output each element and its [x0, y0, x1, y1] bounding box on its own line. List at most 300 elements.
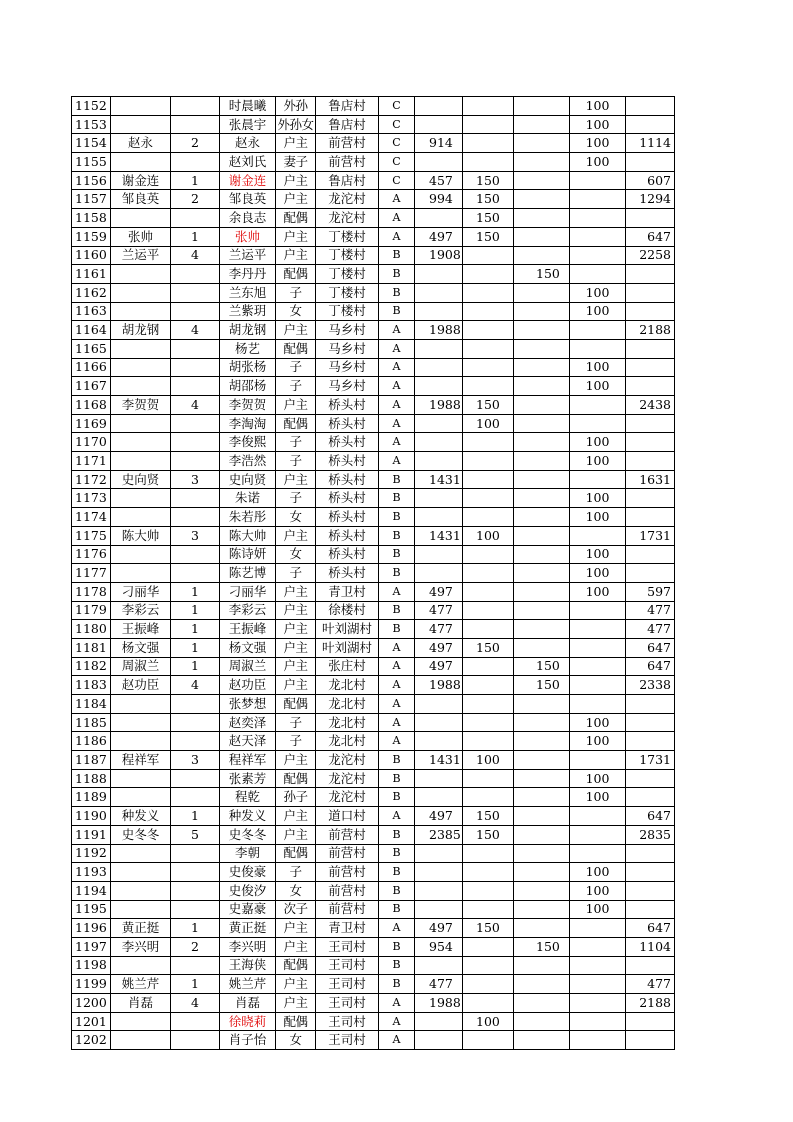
village-cell: 龙沱村	[316, 209, 379, 228]
village-cell: 王司村	[316, 994, 379, 1013]
amount-a-cell	[415, 452, 463, 471]
relation-cell: 户主	[276, 676, 316, 695]
member-count-cell: 1	[171, 601, 220, 620]
relation-cell: 女	[276, 881, 316, 900]
total-cell	[626, 788, 675, 807]
row-number-cell: 1202	[72, 1031, 111, 1050]
member-name-cell: 肖子怡	[220, 1031, 276, 1050]
amount-c-cell: 150	[514, 937, 570, 956]
member-name-cell: 陈艺博	[220, 564, 276, 583]
member-count-cell	[171, 115, 220, 134]
relation-cell: 户主	[276, 975, 316, 994]
table-row	[72, 564, 675, 583]
amount-d-cell	[570, 396, 626, 415]
relation-cell: 孙子	[276, 788, 316, 807]
household-head-cell	[111, 900, 171, 919]
member-name-cell: 肖磊	[220, 994, 276, 1013]
member-count-cell	[171, 339, 220, 358]
member-count-cell	[171, 713, 220, 732]
household-head-cell: 赵永	[111, 134, 171, 153]
member-name-cell: 兰紫玥	[220, 302, 276, 321]
amount-d-cell: 100	[570, 433, 626, 452]
row-number-cell: 1158	[72, 209, 111, 228]
household-head-cell	[111, 1031, 171, 1050]
row-number-cell: 1172	[72, 470, 111, 489]
total-cell: 1294	[626, 190, 675, 209]
relation-cell: 户主	[276, 620, 316, 639]
row-number-cell: 1154	[72, 134, 111, 153]
row-number-cell: 1152	[72, 97, 111, 116]
amount-b-cell	[463, 302, 514, 321]
household-head-cell	[111, 489, 171, 508]
grade-cell: B	[379, 246, 415, 265]
village-cell: 青卫村	[316, 919, 379, 938]
member-count-cell	[171, 564, 220, 583]
member-count-cell: 2	[171, 937, 220, 956]
village-cell: 王司村	[316, 1031, 379, 1050]
total-cell: 1631	[626, 470, 675, 489]
grade-cell: B	[379, 881, 415, 900]
row-number-cell: 1189	[72, 788, 111, 807]
amount-d-cell	[570, 227, 626, 246]
village-cell: 王司村	[316, 937, 379, 956]
member-name-cell: 胡龙钢	[220, 321, 276, 340]
member-name-cell: 兰东旭	[220, 283, 276, 302]
amount-d-cell: 100	[570, 863, 626, 882]
table-row	[72, 751, 675, 770]
row-number-cell: 1169	[72, 414, 111, 433]
member-count-cell	[171, 97, 220, 116]
amount-d-cell: 100	[570, 788, 626, 807]
grade-cell: B	[379, 937, 415, 956]
household-head-cell: 兰运平	[111, 246, 171, 265]
member-name-cell: 李朝	[220, 844, 276, 863]
row-number-cell: 1177	[72, 564, 111, 583]
row-number-cell: 1171	[72, 452, 111, 471]
table-row	[72, 227, 675, 246]
row-number-cell: 1194	[72, 881, 111, 900]
total-cell	[626, 283, 675, 302]
table-row	[72, 358, 675, 377]
grade-cell: A	[379, 209, 415, 228]
total-cell	[626, 881, 675, 900]
member-count-cell	[171, 956, 220, 975]
total-cell: 1731	[626, 526, 675, 545]
household-head-cell: 李彩云	[111, 601, 171, 620]
amount-b-cell	[463, 975, 514, 994]
amount-a-cell: 497	[415, 807, 463, 826]
household-head-cell	[111, 1012, 171, 1031]
table-row	[72, 788, 675, 807]
relation-cell: 户主	[276, 582, 316, 601]
total-cell: 477	[626, 601, 675, 620]
amount-d-cell: 100	[570, 153, 626, 172]
table-row	[72, 171, 675, 190]
amount-b-cell	[463, 676, 514, 695]
amount-a-cell: 1988	[415, 994, 463, 1013]
grade-cell: A	[379, 807, 415, 826]
relation-cell: 子	[276, 713, 316, 732]
amount-a-cell: 994	[415, 190, 463, 209]
member-name-cell: 史向贤	[220, 470, 276, 489]
row-number-cell: 1185	[72, 713, 111, 732]
household-head-cell: 邹良英	[111, 190, 171, 209]
amount-c-cell	[514, 1031, 570, 1050]
row-number-cell: 1162	[72, 283, 111, 302]
total-cell	[626, 508, 675, 527]
relation-cell: 外孙女	[276, 115, 316, 134]
total-cell	[626, 1031, 675, 1050]
amount-a-cell	[415, 863, 463, 882]
total-cell	[626, 545, 675, 564]
total-cell	[626, 414, 675, 433]
amount-d-cell	[570, 994, 626, 1013]
member-name-cell: 时晨曦	[220, 97, 276, 116]
amount-c-cell	[514, 209, 570, 228]
total-cell	[626, 265, 675, 284]
total-cell: 647	[626, 807, 675, 826]
member-count-cell	[171, 545, 220, 564]
amount-d-cell	[570, 1012, 626, 1031]
village-cell: 龙沱村	[316, 751, 379, 770]
grade-cell: B	[379, 283, 415, 302]
amount-c-cell	[514, 470, 570, 489]
amount-b-cell	[463, 452, 514, 471]
village-cell: 丁楼村	[316, 302, 379, 321]
row-number-cell: 1182	[72, 657, 111, 676]
amount-b-cell: 100	[463, 414, 514, 433]
total-cell: 647	[626, 919, 675, 938]
village-cell: 王司村	[316, 1012, 379, 1031]
row-number-cell: 1187	[72, 751, 111, 770]
member-name-cell: 赵奕泽	[220, 713, 276, 732]
member-count-cell: 1	[171, 807, 220, 826]
amount-c-cell	[514, 377, 570, 396]
table-row	[72, 190, 675, 209]
grade-cell: A	[379, 732, 415, 751]
row-number-cell: 1170	[72, 433, 111, 452]
table-row	[72, 115, 675, 134]
amount-c-cell	[514, 190, 570, 209]
amount-d-cell: 100	[570, 769, 626, 788]
amount-a-cell: 1431	[415, 470, 463, 489]
row-number-cell: 1167	[72, 377, 111, 396]
member-name-cell: 王海侠	[220, 956, 276, 975]
amount-a-cell: 457	[415, 171, 463, 190]
amount-d-cell	[570, 321, 626, 340]
member-name-cell: 赵永	[220, 134, 276, 153]
amount-b-cell: 100	[463, 1012, 514, 1031]
amount-d-cell	[570, 171, 626, 190]
household-head-cell: 黄正挺	[111, 919, 171, 938]
household-head-cell	[111, 433, 171, 452]
amount-a-cell: 497	[415, 582, 463, 601]
table-body	[72, 97, 675, 1050]
village-cell: 前营村	[316, 881, 379, 900]
row-number-cell: 1160	[72, 246, 111, 265]
amount-d-cell	[570, 825, 626, 844]
grade-cell: A	[379, 396, 415, 415]
grade-cell: B	[379, 508, 415, 527]
amount-c-cell	[514, 414, 570, 433]
relation-cell: 户主	[276, 994, 316, 1013]
village-cell: 桥头村	[316, 526, 379, 545]
member-count-cell	[171, 153, 220, 172]
total-cell	[626, 695, 675, 714]
row-number-cell: 1195	[72, 900, 111, 919]
relation-cell: 子	[276, 433, 316, 452]
amount-a-cell	[415, 209, 463, 228]
grade-cell: B	[379, 620, 415, 639]
member-count-cell	[171, 881, 220, 900]
amount-c-cell	[514, 452, 570, 471]
household-head-cell: 种发义	[111, 807, 171, 826]
relation-cell: 妻子	[276, 153, 316, 172]
household-head-cell	[111, 452, 171, 471]
amount-b-cell	[463, 788, 514, 807]
table-row	[72, 881, 675, 900]
member-name-cell: 兰运平	[220, 246, 276, 265]
village-cell: 马乡村	[316, 358, 379, 377]
village-cell: 丁楼村	[316, 283, 379, 302]
relation-cell: 配偶	[276, 956, 316, 975]
total-cell: 607	[626, 171, 675, 190]
amount-a-cell	[415, 1031, 463, 1050]
member-count-cell	[171, 788, 220, 807]
amount-d-cell	[570, 676, 626, 695]
village-cell: 叶刘湖村	[316, 620, 379, 639]
amount-c-cell	[514, 994, 570, 1013]
amount-a-cell	[415, 115, 463, 134]
amount-c-cell	[514, 695, 570, 714]
table-row	[72, 508, 675, 527]
amount-b-cell	[463, 1031, 514, 1050]
amount-a-cell	[415, 564, 463, 583]
amount-a-cell: 497	[415, 227, 463, 246]
member-name-cell: 程乾	[220, 788, 276, 807]
amount-a-cell	[415, 153, 463, 172]
household-head-cell	[111, 153, 171, 172]
row-number-cell: 1191	[72, 825, 111, 844]
row-number-cell: 1179	[72, 601, 111, 620]
amount-d-cell	[570, 601, 626, 620]
amount-b-cell	[463, 657, 514, 676]
village-cell: 龙沱村	[316, 190, 379, 209]
amount-b-cell	[463, 358, 514, 377]
grade-cell: B	[379, 844, 415, 863]
member-count-cell	[171, 302, 220, 321]
amount-b-cell	[463, 994, 514, 1013]
amount-d-cell	[570, 695, 626, 714]
relation-cell: 户主	[276, 321, 316, 340]
village-cell: 前营村	[316, 844, 379, 863]
amount-a-cell: 1988	[415, 396, 463, 415]
amount-c-cell	[514, 115, 570, 134]
member-count-cell: 1	[171, 620, 220, 639]
amount-c-cell: 150	[514, 265, 570, 284]
table-row	[72, 452, 675, 471]
amount-a-cell	[415, 695, 463, 714]
amount-c-cell	[514, 227, 570, 246]
member-name-cell: 姚兰芹	[220, 975, 276, 994]
table-row	[72, 937, 675, 956]
amount-a-cell	[415, 97, 463, 116]
member-name-cell: 刁丽华	[220, 582, 276, 601]
total-cell	[626, 358, 675, 377]
member-count-cell: 5	[171, 825, 220, 844]
household-head-cell: 李贺贺	[111, 396, 171, 415]
amount-d-cell: 100	[570, 582, 626, 601]
amount-a-cell	[415, 788, 463, 807]
member-name-cell: 胡邵杨	[220, 377, 276, 396]
amount-a-cell	[415, 358, 463, 377]
amount-b-cell: 150	[463, 396, 514, 415]
member-name-cell: 史冬冬	[220, 825, 276, 844]
amount-a-cell: 2385	[415, 825, 463, 844]
relation-cell: 户主	[276, 396, 316, 415]
table-row	[72, 900, 675, 919]
household-head-cell	[111, 97, 171, 116]
grade-cell: A	[379, 377, 415, 396]
household-head-cell	[111, 209, 171, 228]
amount-b-cell	[463, 339, 514, 358]
amount-d-cell: 100	[570, 302, 626, 321]
amount-a-cell	[415, 545, 463, 564]
relation-cell: 户主	[276, 190, 316, 209]
amount-b-cell	[463, 713, 514, 732]
amount-b-cell: 150	[463, 807, 514, 826]
amount-b-cell	[463, 97, 514, 116]
grade-cell: A	[379, 414, 415, 433]
household-head-cell	[111, 863, 171, 882]
relation-cell: 户主	[276, 657, 316, 676]
relation-cell: 子	[276, 283, 316, 302]
member-count-cell: 4	[171, 396, 220, 415]
amount-d-cell: 100	[570, 97, 626, 116]
total-cell: 647	[626, 657, 675, 676]
household-head-cell	[111, 732, 171, 751]
amount-c-cell	[514, 489, 570, 508]
relation-cell: 子	[276, 489, 316, 508]
member-count-cell: 1	[171, 171, 220, 190]
amount-d-cell: 100	[570, 115, 626, 134]
grade-cell: B	[379, 601, 415, 620]
village-cell: 前营村	[316, 863, 379, 882]
member-count-cell: 1	[171, 227, 220, 246]
relation-cell: 户主	[276, 807, 316, 826]
total-cell: 2338	[626, 676, 675, 695]
grade-cell: A	[379, 227, 415, 246]
amount-d-cell: 100	[570, 900, 626, 919]
member-count-cell	[171, 508, 220, 527]
amount-c-cell	[514, 171, 570, 190]
household-head-cell: 程祥军	[111, 751, 171, 770]
member-count-cell: 3	[171, 470, 220, 489]
table-row	[72, 153, 675, 172]
village-cell: 桥头村	[316, 489, 379, 508]
total-cell: 2188	[626, 321, 675, 340]
amount-b-cell	[463, 489, 514, 508]
row-number-cell: 1166	[72, 358, 111, 377]
village-cell: 龙沱村	[316, 788, 379, 807]
row-number-cell: 1197	[72, 937, 111, 956]
amount-b-cell	[463, 265, 514, 284]
amount-b-cell	[463, 545, 514, 564]
total-cell	[626, 900, 675, 919]
grade-cell: A	[379, 190, 415, 209]
household-head-cell	[111, 302, 171, 321]
member-count-cell	[171, 414, 220, 433]
village-cell: 丁楼村	[316, 227, 379, 246]
amount-b-cell	[463, 769, 514, 788]
table-row	[72, 825, 675, 844]
member-count-cell: 4	[171, 321, 220, 340]
amount-d-cell	[570, 339, 626, 358]
amount-d-cell	[570, 1031, 626, 1050]
total-cell: 2438	[626, 396, 675, 415]
amount-c-cell	[514, 919, 570, 938]
member-count-cell	[171, 1031, 220, 1050]
amount-c-cell	[514, 807, 570, 826]
member-name-cell: 李兴明	[220, 937, 276, 956]
amount-a-cell	[415, 489, 463, 508]
village-cell: 桥头村	[316, 564, 379, 583]
table-row	[72, 526, 675, 545]
amount-b-cell	[463, 956, 514, 975]
table-row	[72, 975, 675, 994]
relation-cell: 配偶	[276, 339, 316, 358]
amount-a-cell	[415, 508, 463, 527]
row-number-cell: 1173	[72, 489, 111, 508]
amount-a-cell	[415, 433, 463, 452]
amount-c-cell	[514, 751, 570, 770]
amount-d-cell: 100	[570, 713, 626, 732]
village-cell: 龙北村	[316, 713, 379, 732]
relation-cell: 户主	[276, 919, 316, 938]
amount-b-cell	[463, 620, 514, 639]
amount-b-cell	[463, 601, 514, 620]
village-cell: 桥头村	[316, 414, 379, 433]
total-cell	[626, 153, 675, 172]
amount-a-cell: 1908	[415, 246, 463, 265]
grade-cell: A	[379, 582, 415, 601]
table-row	[72, 339, 675, 358]
relation-cell: 女	[276, 545, 316, 564]
table-row	[72, 321, 675, 340]
amount-b-cell	[463, 115, 514, 134]
row-number-cell: 1192	[72, 844, 111, 863]
row-number-cell: 1168	[72, 396, 111, 415]
household-head-cell: 杨文强	[111, 638, 171, 657]
village-cell: 丁楼村	[316, 265, 379, 284]
household-head-cell: 姚兰芹	[111, 975, 171, 994]
relation-cell: 配偶	[276, 414, 316, 433]
relation-cell: 子	[276, 732, 316, 751]
amount-c-cell	[514, 246, 570, 265]
grade-cell: C	[379, 115, 415, 134]
grade-cell: A	[379, 638, 415, 657]
amount-c-cell	[514, 900, 570, 919]
table-row	[72, 489, 675, 508]
household-head-cell	[111, 115, 171, 134]
member-name-cell: 李俊熙	[220, 433, 276, 452]
member-name-cell: 王振峰	[220, 620, 276, 639]
grade-cell: A	[379, 452, 415, 471]
relation-cell: 户主	[276, 246, 316, 265]
amount-d-cell	[570, 470, 626, 489]
member-name-cell: 李丹丹	[220, 265, 276, 284]
row-number-cell: 1164	[72, 321, 111, 340]
